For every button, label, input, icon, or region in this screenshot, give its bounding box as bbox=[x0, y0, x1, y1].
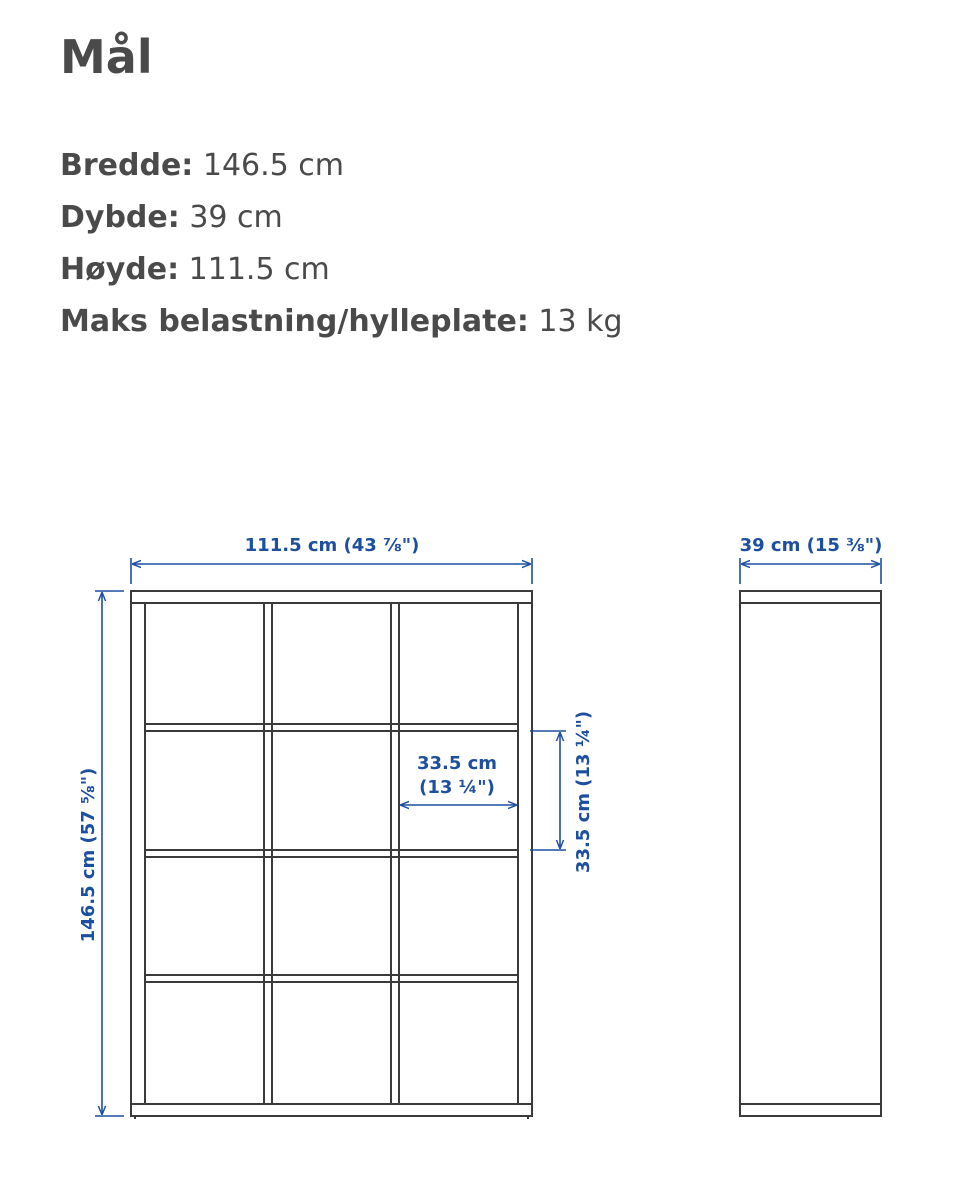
spec-value: 146.5 cm bbox=[202, 148, 344, 183]
side-panel bbox=[740, 603, 881, 1104]
shelf-top-panel bbox=[131, 591, 532, 603]
spec-value: 111.5 cm bbox=[188, 252, 330, 287]
spec-label: Dybde: bbox=[60, 200, 180, 235]
side-view-shelf bbox=[740, 591, 881, 1116]
shelf-divider-vertical bbox=[264, 603, 272, 1104]
shelf-divider-horizontal bbox=[145, 975, 518, 982]
spec-value: 13 kg bbox=[538, 304, 623, 339]
shelf-divider-vertical bbox=[391, 603, 399, 1104]
side-bottom-panel bbox=[740, 1104, 881, 1116]
shelf-divider-horizontal bbox=[145, 724, 518, 731]
shelf-bottom-panel bbox=[131, 1104, 532, 1116]
spec-label: Høyde: bbox=[60, 252, 180, 287]
dimension-lines bbox=[95, 558, 881, 1116]
shelf-right-side bbox=[518, 603, 532, 1104]
spec-label: Bredde: bbox=[60, 148, 194, 183]
shelf-left-side bbox=[131, 603, 145, 1104]
spec-value: 39 cm bbox=[189, 200, 283, 235]
cell-width-label-line1: 33.5 cm bbox=[416, 753, 498, 774]
shelf-divider-horizontal bbox=[145, 850, 518, 857]
width-label: 111.5 cm (43 ⅞") bbox=[244, 535, 420, 556]
spec-label: Maks belastning/hylleplate: bbox=[60, 304, 529, 339]
page-title: Mål bbox=[60, 30, 153, 84]
cell-height-label: 33.5 cm (13 ¼") bbox=[573, 710, 594, 874]
cell-width-label-line2: (13 ¼") bbox=[419, 777, 495, 798]
depth-label: 39 cm (15 ⅜") bbox=[739, 535, 883, 556]
height-label: 146.5 cm (57 ⅝") bbox=[78, 767, 99, 943]
side-top-panel bbox=[740, 591, 881, 603]
front-view-shelf bbox=[131, 591, 532, 1119]
